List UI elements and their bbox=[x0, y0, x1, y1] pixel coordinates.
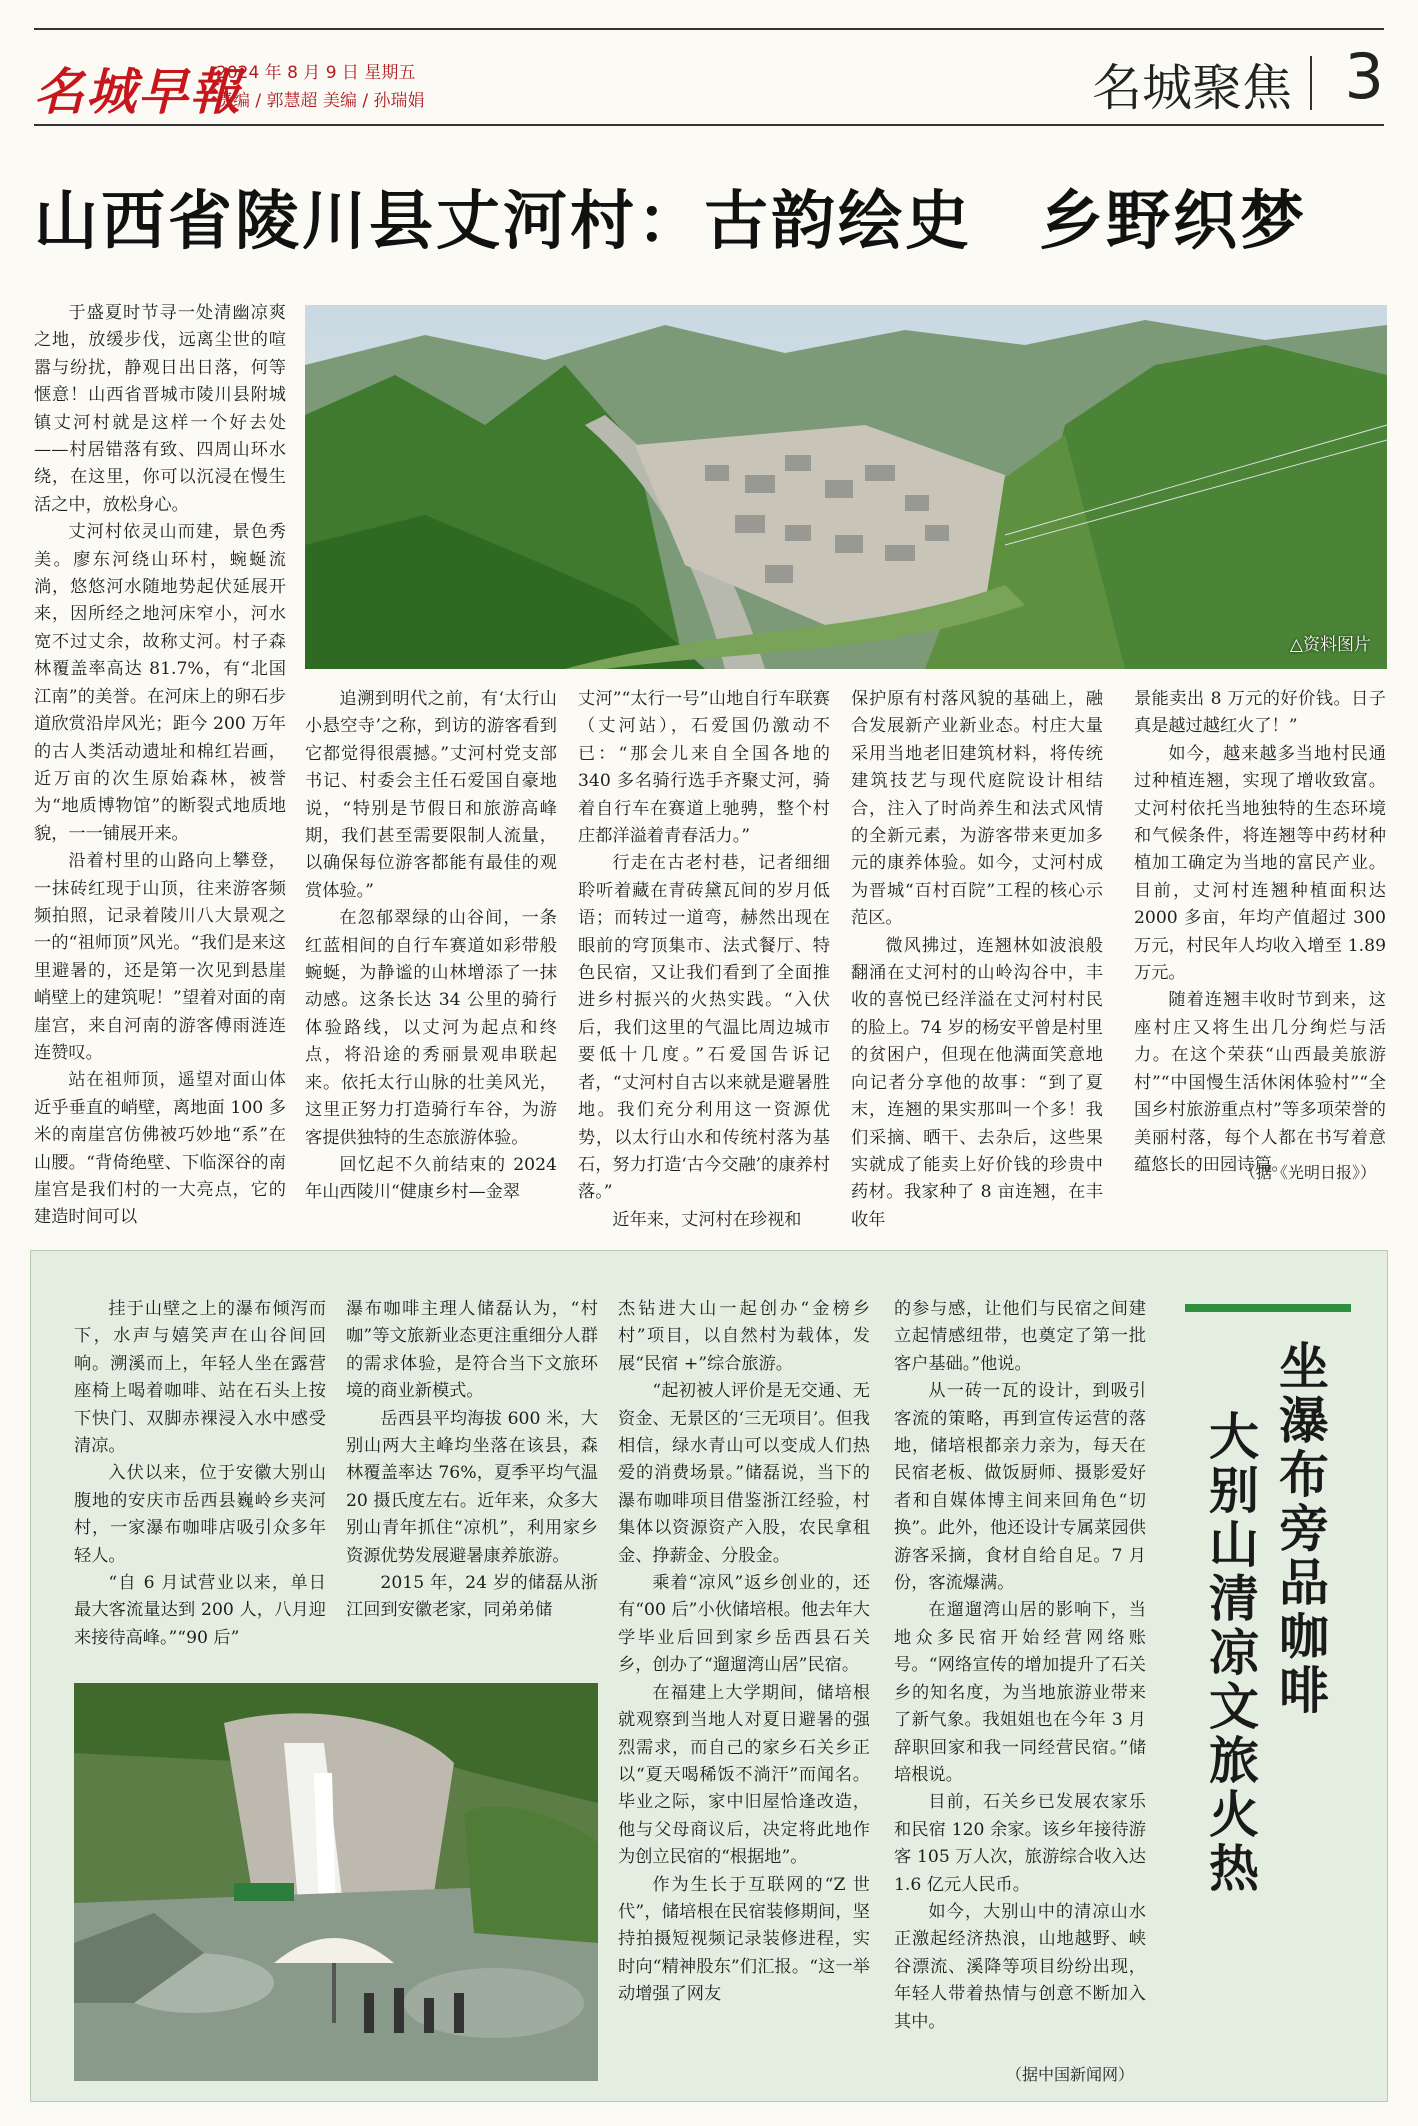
paragraph: 在福建上大学期间，储培根就观察到当地人对夏日避暑的强烈需求，而自己的家乡石关乡正以“夏天喝稀饭不淌汗”而闻名。毕业之际，家中旧屋恰逢改造，他与父母商议后，决定将此地作为创立民宿的“根据地”。 bbox=[618, 1682, 870, 1868]
paragraph: 在遛遛湾山居的影响下，当地众多民宿开始经营网络账号。“网络宣传的增加提升了石关乡的知名度，为当地旅游业带来了新气象。我姐姐也在今年 3 月辞职回家和我一同经营民宿。”储培根说。 bbox=[894, 1600, 1146, 1785]
editor-credits: 责编 / 郭慧超 美编 / 孙瑞娟 bbox=[216, 91, 425, 111]
newspaper-logo: 名城早報 bbox=[34, 62, 242, 121]
village-aerial-illustration bbox=[305, 305, 1387, 669]
village-aerial-photo bbox=[305, 305, 1387, 669]
paragraph: 瀑布咖啡主理人储磊认为，“村咖”等文旅新业态更注重细分人群的需求体验，是符合当下文旅环境的商业新模式。 bbox=[346, 1299, 598, 1402]
waterfall-cafe-illustration bbox=[74, 1683, 598, 2081]
article1-column-1 bbox=[34, 300, 286, 1228]
masthead bbox=[34, 30, 1384, 120]
title-accent-bar bbox=[1185, 1304, 1351, 1312]
article1-source: （据《光明日报》） bbox=[1240, 1163, 1377, 1182]
top-rule bbox=[34, 28, 1384, 30]
paragraph: 如今，大别山中的清凉山水正激起经济热浪，山地越野、峡谷漂流、溪降等项目纷纷出现，年轻人带着热情与创意不断加入其中。 bbox=[894, 1901, 1146, 2032]
paragraph: 保护原有村落风貌的基础上，融合发展新产业新业态。村庄大量采用当地老旧建筑材料，将传统建筑技艺与现代庭院设计相结合，注入了时尚养生和法式风情的全新元素，为游客带来更加多元的康养体验。如今，丈河村成为晋城“百村百院”工程的核心示范区。 bbox=[851, 689, 1103, 929]
page-number: 3 bbox=[1344, 40, 1384, 113]
paragraph: 杰钻进大山一起创办“金榜乡村”项目，以自然村为载体，发展“民宿 +”综合旅游。 bbox=[618, 1299, 870, 1374]
article1-column-3 bbox=[578, 686, 830, 1230]
article2-column-1 bbox=[74, 1296, 326, 1676]
paragraph: 丈河村依灵山而建，景色秀美。廖东河绕山环村，蜿蜒流淌，悠悠河水随地势起伏延展开来，因所经之地河床窄小，河水宽不过丈余，故称丈河。村子森林覆盖率高达 81.7%，有“北国江南”的美誉。在河床上的卵石步道欣赏沿岸风光；距今 200 万年的古人类活动遗址和棉红岩画，近万亩的次生原始森林，被誉为“地质博物馆”的断裂式地质地貌，一一铺展开来。 bbox=[34, 522, 286, 844]
paragraph: 2015 年，24 岁的储磊从浙江回到安徽老家，同弟弟储 bbox=[346, 1573, 598, 1621]
paragraph: 的参与感，让他们与民宿之间建立起情感纽带，也奠定了第一批客户基础。”他说。 bbox=[894, 1299, 1146, 1374]
paragraph: “自 6 月试营业以来，单日最大客流量达到 200 人，八月迎来接待高峰。”“90 后” bbox=[74, 1573, 326, 1648]
paragraph: 挂于山壁之上的瀑布倾泻而下，水声与嬉笑声在山谷间回响。溯溪而上，年轻人坐在露营座椅上喝着咖啡、站在石头上按下快门、双脚赤裸浸入水中感受清凉。 bbox=[74, 1299, 326, 1457]
article1-column-4 bbox=[851, 686, 1103, 1230]
paragraph: “起初被人评价是无交通、无资金、无景区的‘三无项目’。但我相信，绿水青山可以变成人们热爱的消费场景。”储磊说，当下的瀑布咖啡项目借鉴浙江经验，村集体以资源资产入股，农民拿租金、挣薪金、分股金。 bbox=[618, 1381, 870, 1566]
article-headline: 山西省陵川县丈河村：古韵绘史 乡野织梦 bbox=[34, 185, 1307, 259]
paragraph: 丈河”“太行一号”山地自行车联赛（丈河站），石爱国仍激动不已：“那会儿来自全国各地的 340 多名骑行选手齐聚丈河，骑着自行车在赛道上驰骋，整个村庄都洋溢着青春活力。” bbox=[578, 689, 830, 847]
paragraph: 从一砖一瓦的设计，到吸引客流的策略，再到宣传运营的落地，储培根都亲力亲为，每天在民宿老板、做饭厨师、摄影爱好者和自媒体博主间来回角色“切换”。此外，他还设计专属菜园供游客采摘，食材自给自足。7 月份，客流爆满。 bbox=[894, 1381, 1146, 1594]
paragraph: 回忆起不久前结束的 2024 年山西陵川“健康乡村—金翠 bbox=[305, 1154, 557, 1203]
paragraph: 随着连翘丰收时节到来，这座村庄又将生出几分绚烂与活力。在这个荣获“山西最美旅游村”“中国慢生活休闲体验村”“全国乡村旅游重点村”等多项荣誉的美丽村落，每个人都在书写着意蕴悠长的田园诗篇。 bbox=[1134, 990, 1386, 1175]
paragraph: 作为生长于互联网的“Z 世代”，储培根在民宿装修期间，坚持拍摄短视频记录装修进程，实时向“精神股东”们汇报。“这一举动增强了网友 bbox=[618, 1874, 870, 2005]
paragraph: 行走在古老村巷，记者细细聆听着藏在青砖黛瓦间的岁月低语；而转过一道弯，赫然出现在眼前的穹顶集市、法式餐厅、特色民宿，又让我们看到了全面推进乡村振兴的火热实践。“入伏后，我们这里的气温比周边城市要低十几度。”石爱国告诉记者，“丈河村自古以来就是避暑胜地。我们充分利用这一资源优势，以太行山水和传统村落为基石，努力打造‘古今交融’的康养村落。” bbox=[578, 853, 830, 1203]
paragraph: 追溯到明代之前，有‘太行山小悬空寺’之称，到访的游客看到它都觉得很震撼。”丈河村党支部书记、村委会主任石爱国自豪地说，“特别是节假日和旅游高峰期，我们甚至需要限制人流量，以确保每位游客都能有最佳的观赏体验。” bbox=[305, 689, 557, 901]
paragraph: 于盛夏时节寻一处清幽凉爽之地，放缓步伐，远离尘世的喧嚣与纷扰，静观日出日落，何等惬意！山西省晋城市陵川县附城镇丈河村就是这样一个好去处——村居错落有致、四周山环水绕，在这里，你可以沉浸在慢生活之中，放松身心。 bbox=[34, 303, 286, 515]
article1-column-2 bbox=[305, 686, 557, 1203]
paragraph: 入伏以来，位于安徽大别山腹地的安庆市岳西县巍岭乡夹河村，一家瀑布咖啡店吸引众多年轻人。 bbox=[74, 1463, 326, 1566]
section-divider bbox=[1310, 56, 1312, 110]
article2-column-4 bbox=[894, 1296, 1146, 2056]
article2-column-2 bbox=[346, 1296, 598, 1676]
section-name: 名城聚焦 bbox=[1092, 59, 1292, 117]
article2-title-line1: 坐瀑布旁品咖啡 bbox=[1271, 1340, 1330, 1718]
issue-date: 2024 年 8 月 9 日 星期五 bbox=[216, 63, 416, 83]
paragraph: 站在祖师顶，遥望对面山体近乎垂直的峭壁，离地面 100 多米的南崖宫仿佛被巧妙地“系”在山腰。“背倚绝壁、下临深谷的南崖宫是我们村的一大亮点，它的建造时间可以 bbox=[34, 1070, 286, 1228]
paragraph: 景能卖出 8 万元的好价钱。日子真是越过越红火了！” bbox=[1134, 689, 1386, 737]
paragraph: 近年来，丈河村在珍视和 bbox=[612, 1209, 802, 1230]
paragraph: 如今，越来越多当地村民通过种植连翘，实现了增收致富。丈河村依托当地独特的生态环境和气候条件，将连翘等中药材种植加工确定为当地的富民产业。目前，丈河村连翘种植面积达 2000 多亩，年均产值超过 300 万元，村民年人均收入增至 1.89 万元。 bbox=[1134, 743, 1386, 984]
paragraph: 在忽郁翠绿的山谷间，一条红蓝相间的自行车赛道如彩带般蜿蜒，为静谧的山林增添了一抹动感。这条长达 34 公里的骑行体验路线，以丈河为起点和终点，将沿途的秀丽景观串联起来。依托太行山脉的壮美风光，这里正努力打造骑行车谷，为游客提供独特的生态旅游体验。 bbox=[305, 908, 557, 1148]
paragraph: 沿着村里的山路向上攀登，一抹砖红现于山顶，往来游客频频拍照，记录着陵川八大景观之一的“祖师顶”风光。“我们是来这里避暑的，还是第一次见到悬崖峭壁上的建筑呢！”望着对面的南崖宫，来自河南的游客傅雨涟连连赞叹。 bbox=[34, 851, 286, 1063]
paragraph: 目前，石关乡已发展农家乐和民宿 120 余家。该乡年接待游客 105 万人次，旅游综合收入达 1.6 亿元人民币。 bbox=[894, 1792, 1146, 1895]
paragraph: 岳西县平均海拔 600 米，大别山两大主峰均坐落在该县，森林覆盖率达 76%，夏季平均气温 20 摄氏度左右。近年来，众多大别山青年抓住“凉机”，利用家乡资源优势发展避暑康养旅游。 bbox=[346, 1408, 598, 1566]
paragraph: 乘着“凉风”返乡创业的，还有“00 后”小伙储培根。他去年大学毕业后回到家乡岳西县石关乡，创办了“遛遛湾山居”民宿。 bbox=[618, 1573, 870, 1676]
paragraph: 微风拂过，连翘林如波浪般翻涌在丈河村的山岭沟谷中，丰收的喜悦已经洋溢在丈河村村民的脸上。74 岁的杨安平曾是村里的贫困户，但现在他满面笑意地向记者分享他的故事：“到了夏末，连翘的果实那叫一个多！我们采摘、晒干、去杂后，这些果实就成了能卖上好价钱的珍贵中药材。我家种了 8 亩连翘，在丰收年 bbox=[851, 935, 1103, 1230]
article2-source: （据中国新闻网） bbox=[1006, 2065, 1135, 2084]
article2-column-3 bbox=[618, 1296, 870, 2096]
photo-credit: △资料图片 bbox=[1289, 635, 1371, 655]
waterfall-cafe-photo bbox=[74, 1683, 598, 2081]
masthead-rule bbox=[34, 124, 1384, 126]
article2-title-line2: 大别山清凉文旅火热 bbox=[1201, 1410, 1260, 1896]
